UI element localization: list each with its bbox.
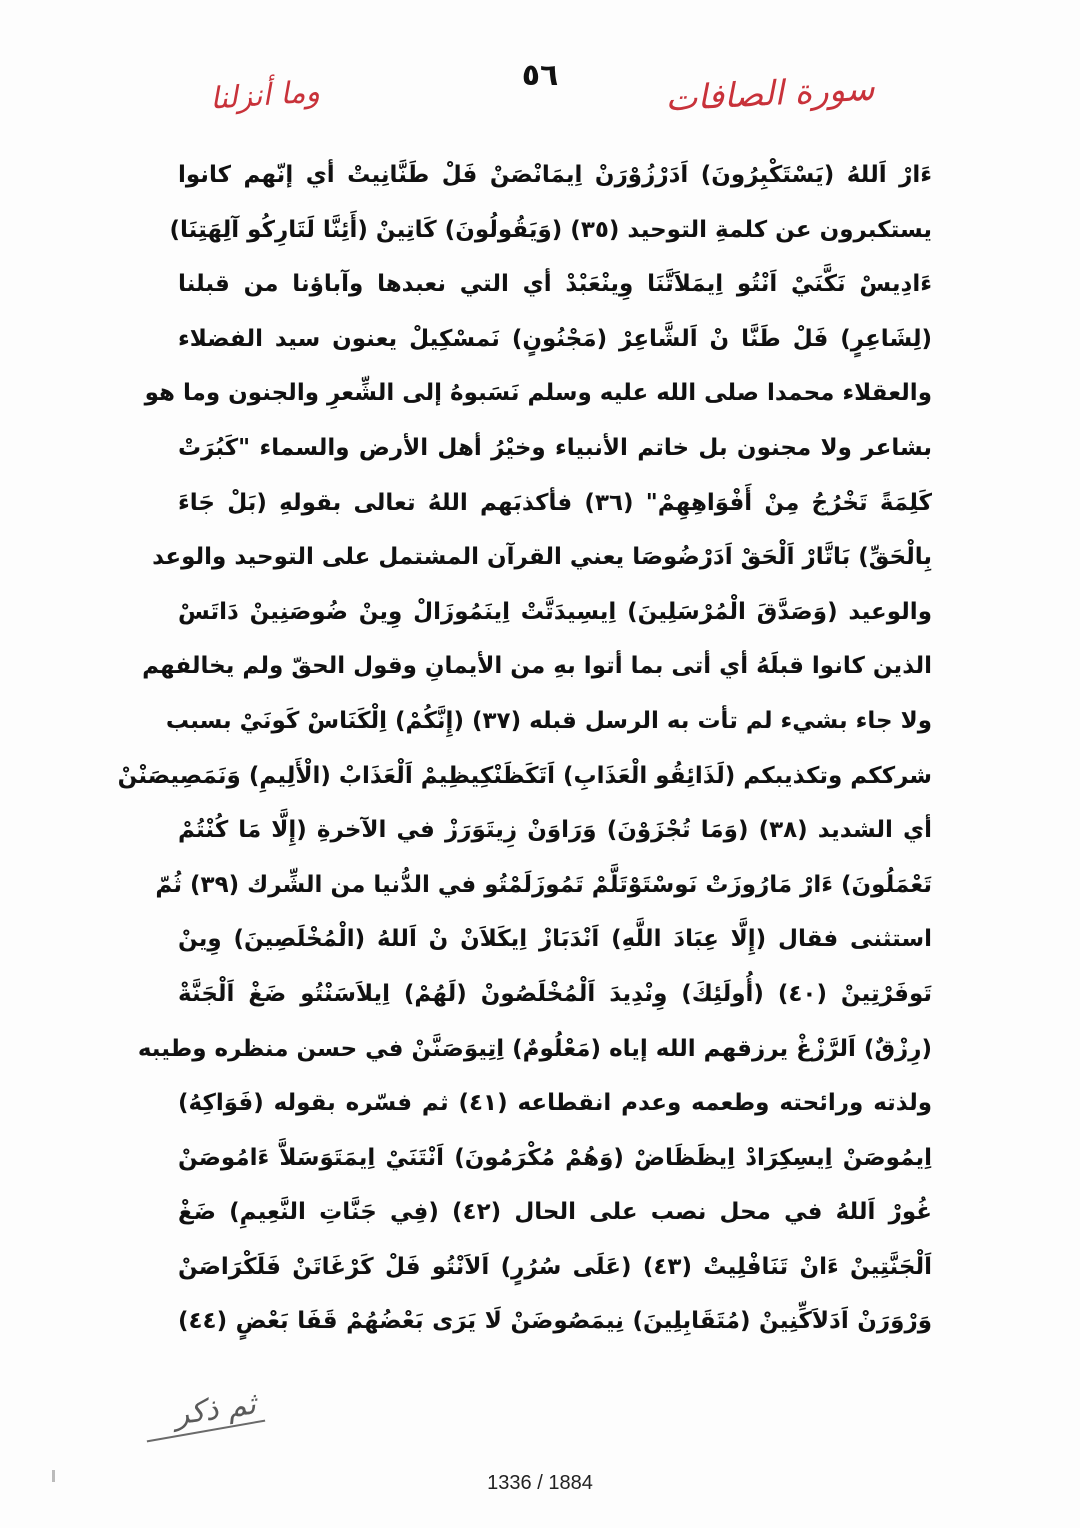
text-line: ولذته ورائحته وطعمه وعدم انقطاعه (٤١) ثم فسّره بقوله (فَوَاكِهُ) <box>178 1090 933 1117</box>
text-line: بشاعر ولا مجنون بل خاتم الأنبياء وخيْرُ أهل الأرض والسماء "كَبُرَتْ <box>178 434 932 461</box>
catchword: ثم ذكر <box>171 1386 259 1433</box>
text-line: اِيمُوصَنْ اِيسِكِرَادْ اِيظَظَاضْ (وَهُمْ مُكْرَمُونَ) اَنْتَنَيْ اِيمَتَوَسَلاَّ ءَامُوصَنْ <box>178 1144 932 1171</box>
text-line: (رِزْقٌ) اَلرَّزْغْ يرزقهم الله إياه (مَعْلُومٌ) اِتِيوَصَنَّنْ في حسن منظره وطيبه <box>137 1035 932 1062</box>
text-line: غُورْ اَللهُ في محل نصب على الحال (٤٢) (فِي جَنَّاتِ النَّعِيمِ) ضَغْ <box>178 1199 932 1226</box>
text-line: أي الشديد (٣٨) (وَمَا تُجْزَوْنَ) وَرَاوَنْ زِيتَوَرَزْ في الآخرةِ (إِلَّا مَا كُنْتُمْ <box>178 817 933 844</box>
text-line: تَوفَرْتِينْ (٤٠) (أُولَئِكَ) وِنْدِيدَ اَلْمُخْلَصُونْ (لَهُمْ) اِيلاَسَنْتُو ضَغْ اَلْجَنَّةْ <box>178 980 933 1007</box>
body-text <box>117 148 933 1349</box>
text-line: شرككم وتكذيبكم (لَذَائِقُو الْعَذَابِ) اَتَكَظَنْكِيظِيمْ اَلْعَذَابْ (الْأَلِيمِ) وَنَمَصِيصَنْنْ <box>117 762 932 789</box>
text-line: الذين كانوا قبلَهُ أي أتى بما أتوا بهِ من الأيمانِ وقول الحقّ ولم يخالفهم <box>142 653 932 680</box>
text-line: كَلِمَةً تَخْرُجُ مِنْ أَفْوَاهِهِمْ" (٣٦) فأكذبَهم اللهُ تعالى بقولهِ (بَلْ جَاءَ <box>178 489 932 516</box>
text-line: تَعْمَلُونَ) ءَارْ مَارُوزَتْ نَوسْتَوْتَلَّمْ تَمُوزَلَمْتُو في الدُّنيا من الشِّرك (٣٩) ثُمّ <box>155 871 932 898</box>
text-line: استثنى فقال (إِلَّا عِبَادَ اللَّهِ) اَنْدَبَازْ اِيكَلاَنْ نْ اَللهُ (الْمُخْلَصِينَ) وِينْ <box>178 926 932 953</box>
text-line: (لِشَاعِرٍ) فَلْ طَنَّا نْ اَلشَّاعِرْ (مَجْنُونٍ) نَمسْكِيلْ يعنون سيد الفضلاء <box>178 325 932 352</box>
surah-name-annotation: سورة الصافات <box>664 68 876 120</box>
text-line: اَلْجَنَّتِينْ ءَانْ تَنَافْلِيتْ (٤٣) (عَلَى سُرُرٍ) اَلاَنْتُو فَلْ كَرْغَاتَنْ فَلَكْرَاصَنْ <box>178 1253 932 1280</box>
text-line: يستكبرون عن كلمةِ التوحيد (٣٥) (وَيَقُولُونَ) كَاتِينْ (أَئِنَّا لَتَارِكُو آلِهَتِنَا) <box>169 216 932 243</box>
page-number: ٥٦ <box>521 58 559 93</box>
text-line: والوعيد (وَصَدَّقَ الْمُرْسَلِينَ) اِيسِيدَتَّتْ اِينَمُوزَالْ وِينْ ضُوصَنِينْ دَاتَسْ <box>178 598 932 625</box>
juz-annotation: وما أنزلنا <box>209 74 321 117</box>
text-line: والعقلاء محمدا صلى الله عليه وسلم نَسَبوهُ إلى الشِّعرِ والجنون وما هو <box>144 380 932 407</box>
text-line: وَرْوَرَنْ اَدَلاَكِّنِينْ (مُتَقَابِلِينَ) نِيمَصُوضَنْ لَا يَرَى بَعْضُهُمْ قَفَا بَعْضٍ (٤٤) <box>178 1308 932 1335</box>
page-counter: 1336 / 1884 <box>487 1472 593 1494</box>
text-line: ولا جاء بشيء لم تأت به الرسل قبله (٣٧) (إِنَّكُمْ) اِلْكَنَاسْ كَونَيْ بسبب <box>165 707 932 734</box>
text-line: ءَادِيسْ نَكَّنَيْ اَنْتُو اِيمَلاَتَّنَا وِينْعَبْدْ أي التي نعبدها وآباؤنا من قبلنا <box>178 271 932 298</box>
text-line: ءَارْ اَللهُ (يَسْتَكْبِرُونَ) اَدَرْزُوْرَنْ اِيمَانْصَنْ فَلْ طَنَّانِيتْ أي إنّهم كانوا <box>178 162 932 188</box>
text-line: بِالْحَقِّ) بَاتَّارْ اَلْحَقْ اَدَرْضُوصَا يعني القرآن المشتمل على التوحيد والوعد <box>152 544 932 571</box>
